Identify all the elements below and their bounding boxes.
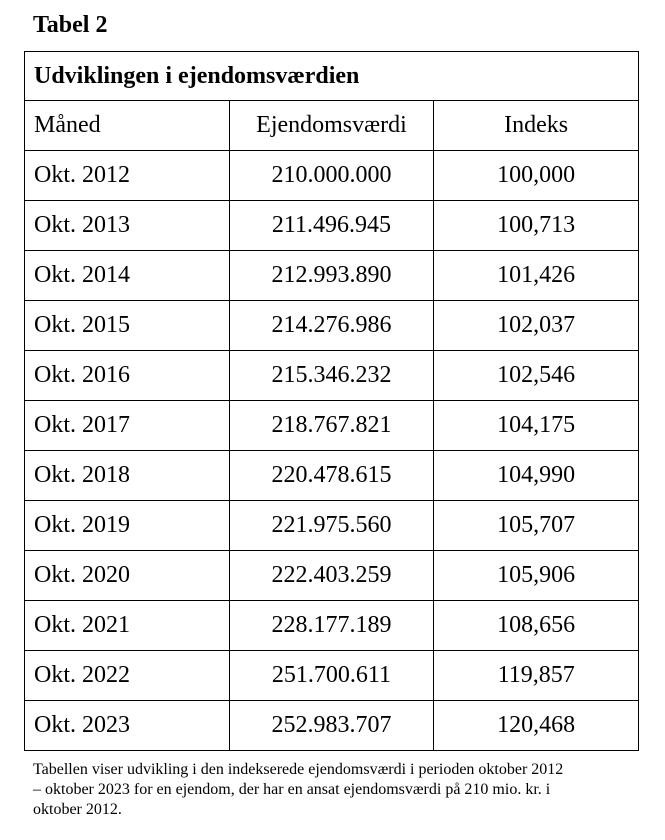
- month-cell: Okt. 2017: [25, 401, 230, 451]
- property-value-cell: 211.496.945: [229, 201, 434, 251]
- index-cell: 102,037: [434, 301, 639, 351]
- table-row: [25, 551, 639, 601]
- index-cell: 120,468: [434, 701, 639, 751]
- month-cell: Okt. 2015: [25, 301, 230, 351]
- index-cell: 100,000: [434, 151, 639, 201]
- table-row: [25, 651, 639, 701]
- property-value-cell: 228.177.189: [229, 601, 434, 651]
- property-value-cell: 210.000.000: [229, 151, 434, 201]
- footnote-line: oktober 2012.: [33, 801, 122, 818]
- property-value-cell: 221.975.560: [229, 501, 434, 551]
- column-header-index: Indeks: [434, 101, 639, 151]
- month-cell: Okt. 2021: [25, 601, 230, 651]
- month-cell: Okt. 2023: [25, 701, 230, 751]
- property-value-cell: 212.993.890: [229, 251, 434, 301]
- table-footnote: [33, 760, 643, 820]
- month-cell: Okt. 2022: [25, 651, 230, 701]
- table-row: [25, 301, 639, 351]
- table-caption: Udviklingen i ejendomsværdien: [25, 52, 639, 101]
- table-caption-row: [25, 52, 639, 101]
- property-value-cell: 214.276.986: [229, 301, 434, 351]
- table-row: [25, 201, 639, 251]
- footnote-line: – oktober 2023 for en ejendom, der har en ansat ejendomsværdi på 210 mio. kr. i: [33, 781, 551, 798]
- table-row: [25, 151, 639, 201]
- index-cell: 119,857: [434, 651, 639, 701]
- index-cell: 105,707: [434, 501, 639, 551]
- index-cell: 101,426: [434, 251, 639, 301]
- month-cell: Okt. 2014: [25, 251, 230, 301]
- table-row: [25, 251, 639, 301]
- month-cell: Okt. 2018: [25, 451, 230, 501]
- index-cell: 100,713: [434, 201, 639, 251]
- column-header-month: Måned: [25, 101, 230, 151]
- table-row: [25, 351, 639, 401]
- table-row: [25, 701, 639, 751]
- property-value-cell: 252.983.707: [229, 701, 434, 751]
- index-cell: 102,546: [434, 351, 639, 401]
- index-cell: 108,656: [434, 601, 639, 651]
- table-header-row: [25, 101, 639, 151]
- column-header-property-value: Ejendomsværdi: [229, 101, 434, 151]
- index-cell: 104,175: [434, 401, 639, 451]
- table-row: [25, 501, 639, 551]
- footnote-line: Tabellen viser udvikling i den indekserede ejendomsværdi i perioden oktober 2012: [33, 761, 564, 778]
- month-cell: Okt. 2013: [25, 201, 230, 251]
- property-value-cell: 215.346.232: [229, 351, 434, 401]
- table-row: [25, 401, 639, 451]
- property-value-cell: 222.403.259: [229, 551, 434, 601]
- month-cell: Okt. 2019: [25, 501, 230, 551]
- index-cell: 105,906: [434, 551, 639, 601]
- property-value-table: [24, 51, 639, 751]
- table-row: [25, 601, 639, 651]
- property-value-cell: 251.700.611: [229, 651, 434, 701]
- page-title: Tabel 2: [33, 12, 108, 38]
- month-cell: Okt. 2020: [25, 551, 230, 601]
- table-row: [25, 451, 639, 501]
- property-value-cell: 220.478.615: [229, 451, 434, 501]
- month-cell: Okt. 2016: [25, 351, 230, 401]
- month-cell: Okt. 2012: [25, 151, 230, 201]
- property-value-cell: 218.767.821: [229, 401, 434, 451]
- index-cell: 104,990: [434, 451, 639, 501]
